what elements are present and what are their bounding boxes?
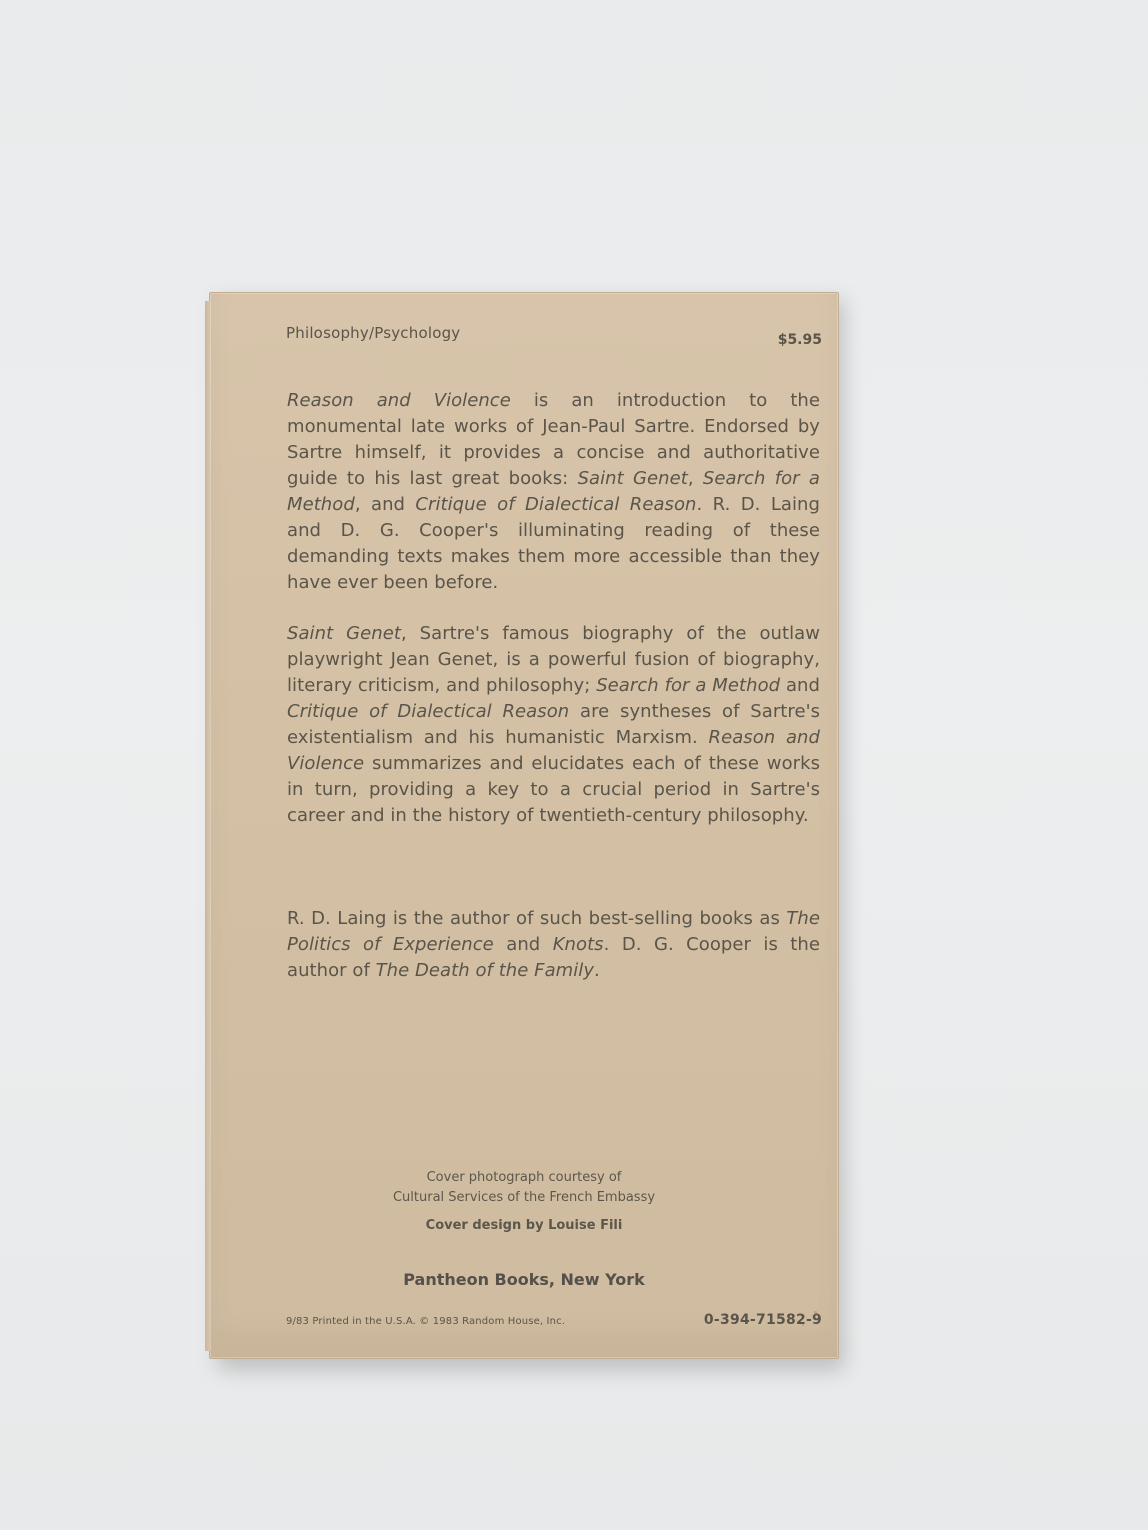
top-row [286, 323, 822, 347]
paragraph-text [287, 621, 820, 829]
text-segment: and [493, 934, 553, 955]
text-segment: Saint Genet [577, 468, 688, 489]
footer-row [286, 1311, 822, 1331]
text-segment: and [780, 675, 820, 696]
publisher-label: Pantheon Books, New York [403, 1270, 645, 1289]
paragraph-text [287, 906, 820, 984]
text-segment: . R. D. Laing and D. G. Cooper's illuminating reading of these demanding texts makes them more accessible than they have ever been before. [287, 494, 820, 593]
text-segment: , and [354, 494, 416, 515]
isbn-label: 0-394-71582-9 [703, 1312, 822, 1328]
paper-fleck [814, 1311, 817, 1314]
text-segment: Search for a Method [596, 675, 781, 696]
text-segment: are syntheses of Sartre's existentialism and his humanistic Marxism. [287, 701, 820, 748]
text-segment: Critique of Dialectical Reason [287, 701, 570, 722]
text-segment: Reason and Violence [287, 390, 511, 411]
printed-info: 9/83 Printed in the U.S.A. © 1983 Random House, Inc. [286, 1316, 566, 1327]
book-back-cover [209, 292, 839, 1359]
design-credit: Cover design by Louise Fili [425, 1218, 623, 1233]
description-paragraph-2 [287, 621, 820, 829]
photo-credit-line-1: Cover photograph courtesy of [426, 1170, 622, 1185]
paragraph-text [287, 388, 820, 596]
category-label: Philosophy/Psychology [286, 324, 461, 342]
paper-fleck [802, 1324, 804, 1326]
text-segment: , Sartre's famous biography of the outlaw playwright Jean Genet, is a powerful fusion of biography, literary criticism, and philosophy; [287, 623, 820, 696]
description-paragraph-1 [287, 388, 820, 596]
text-segment: Knots [552, 934, 604, 955]
text-segment: R. D. Laing is the author of such best-selling books as [287, 908, 787, 929]
text-segment: is an introduction to the monumental late works of Jean-Paul Sartre. Endorsed by Sartre himself, it provides a concise and authoritative guide to his last great books: [287, 390, 821, 489]
text-segment: , [687, 468, 703, 489]
text-segment: . D. G. Cooper is the author of [287, 934, 820, 981]
text-segment: Critique of Dialectical Reason [415, 494, 697, 515]
cover-credits [210, 1168, 838, 1236]
price-label: $5.95 [777, 332, 822, 348]
photo-credit-line-2: Cultural Services of the French Embassy [392, 1190, 656, 1205]
text-segment: Reason and Violence [287, 727, 820, 774]
text-segment: The Death of the Family [375, 960, 595, 981]
text-segment: Saint Genet [287, 623, 401, 644]
author-bio-paragraph [287, 906, 820, 984]
text-segment: Search for a Method [287, 468, 820, 515]
text-segment: The Politics of Experience [287, 908, 820, 955]
text-segment: . [594, 960, 600, 981]
text-segment: summarizes and elucidates each of these works in turn, providing a key to a crucial period in Sartre's career and in the history of twentieth-century philosophy. [287, 753, 820, 826]
